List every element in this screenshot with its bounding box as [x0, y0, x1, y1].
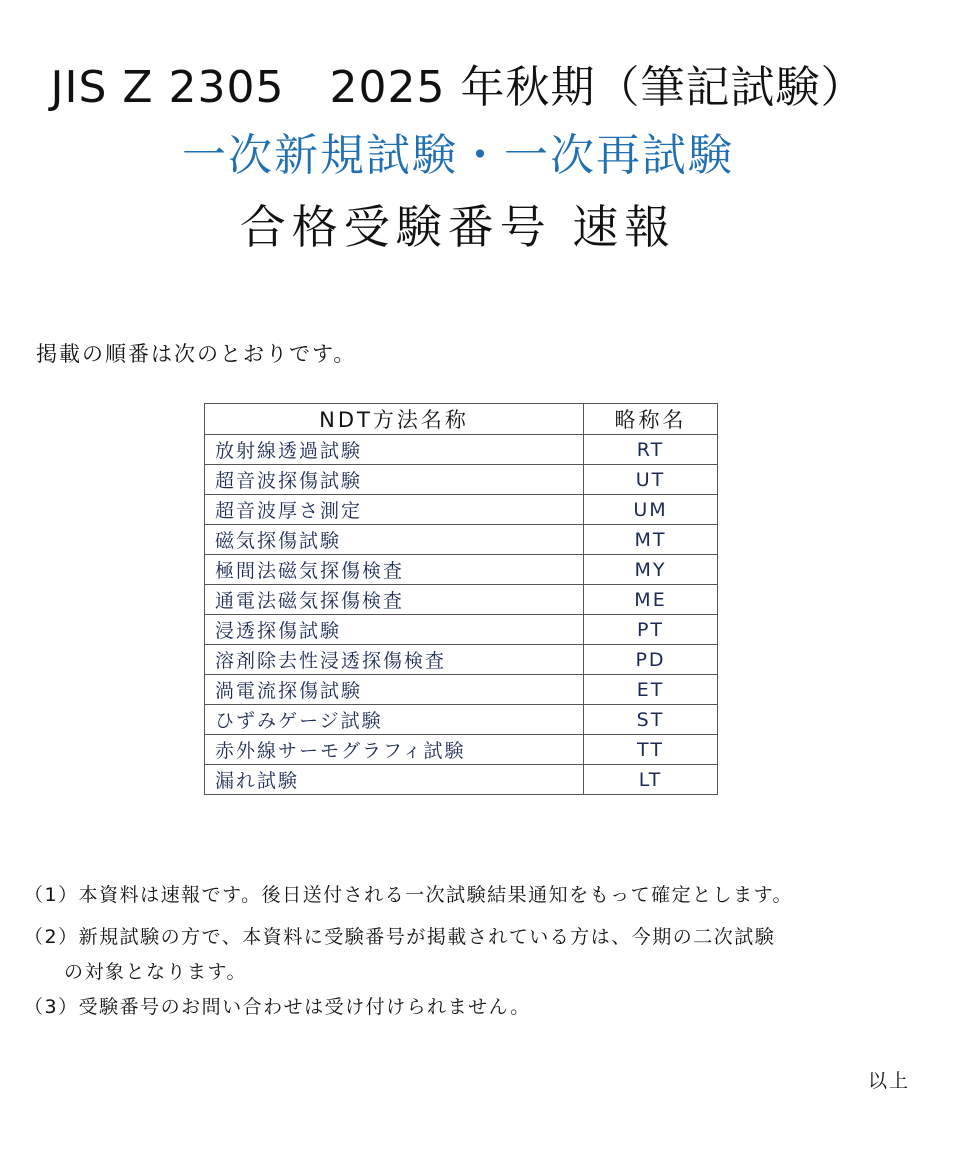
abbreviation-cell: RT: [584, 435, 718, 465]
method-name-cell: 赤外線サーモグラフィ試験: [205, 735, 584, 765]
table-row: [205, 585, 718, 615]
table-row: [205, 735, 718, 765]
abbreviation-cell: LT: [584, 765, 718, 795]
table-row: [205, 615, 718, 645]
method-name-cell: 渦電流探傷試験: [205, 675, 584, 705]
table-row: [205, 525, 718, 555]
method-name-cell: 通電法磁気探傷検査: [205, 585, 584, 615]
abbreviation-cell: PT: [584, 615, 718, 645]
exam-type-subtitle: 一次新規試験・一次再試験: [182, 130, 734, 181]
column-header-method-name: NDT方法名称: [205, 404, 584, 435]
note-2-continuation: の対象となります。: [64, 961, 247, 983]
method-name-cell: 放射線透過試験: [205, 435, 584, 465]
method-name-cell: 超音波探傷試験: [205, 465, 584, 495]
abbreviation-cell: MT: [584, 525, 718, 555]
closing-mark: 以上: [868, 1070, 911, 1092]
page-title: JIS Z 2305 2025 年秋期（筆記試験）: [50, 62, 866, 113]
column-header-abbreviation: 略称名: [584, 404, 718, 435]
abbreviation-cell: UT: [584, 465, 718, 495]
abbreviation-cell: TT: [584, 735, 718, 765]
table-row: [205, 465, 718, 495]
table-row: [205, 495, 718, 525]
method-name-cell: 極間法磁気探傷検査: [205, 555, 584, 585]
method-name-cell: 漏れ試験: [205, 765, 584, 795]
method-name-cell: 超音波厚さ測定: [205, 495, 584, 525]
note-2: （2）新規試験の方で、本資料に受験番号が掲載されている方は、今期の二次試験: [24, 926, 776, 948]
abbreviation-cell: ST: [584, 705, 718, 735]
table-row: [205, 675, 718, 705]
table-row: [205, 705, 718, 735]
note-3: （3）受験番号のお問い合わせは受け付けられません。: [24, 996, 531, 1018]
table-row: [205, 645, 718, 675]
abbreviation-cell: MY: [584, 555, 718, 585]
abbreviation-cell: UM: [584, 495, 718, 525]
table-row: [205, 435, 718, 465]
method-name-cell: 溶剤除去性浸透探傷検査: [205, 645, 584, 675]
method-name-cell: 浸透探傷試験: [205, 615, 584, 645]
method-name-cell: 磁気探傷試験: [205, 525, 584, 555]
table-row: [205, 765, 718, 795]
method-name-cell: ひずみゲージ試験: [205, 705, 584, 735]
abbreviation-cell: ME: [584, 585, 718, 615]
ndt-method-table: [204, 403, 718, 795]
bulletin-heading: 合格受験番号 速報: [239, 200, 677, 254]
table-row: [205, 555, 718, 585]
intro-text: 掲載の順番は次のとおりです。: [36, 342, 357, 366]
table-header-row: [205, 404, 718, 435]
abbreviation-cell: PD: [584, 645, 718, 675]
note-1: （1）本資料は速報です。後日送付される一次試験結果通知をもって確定とします。: [24, 884, 794, 906]
abbreviation-cell: ET: [584, 675, 718, 705]
